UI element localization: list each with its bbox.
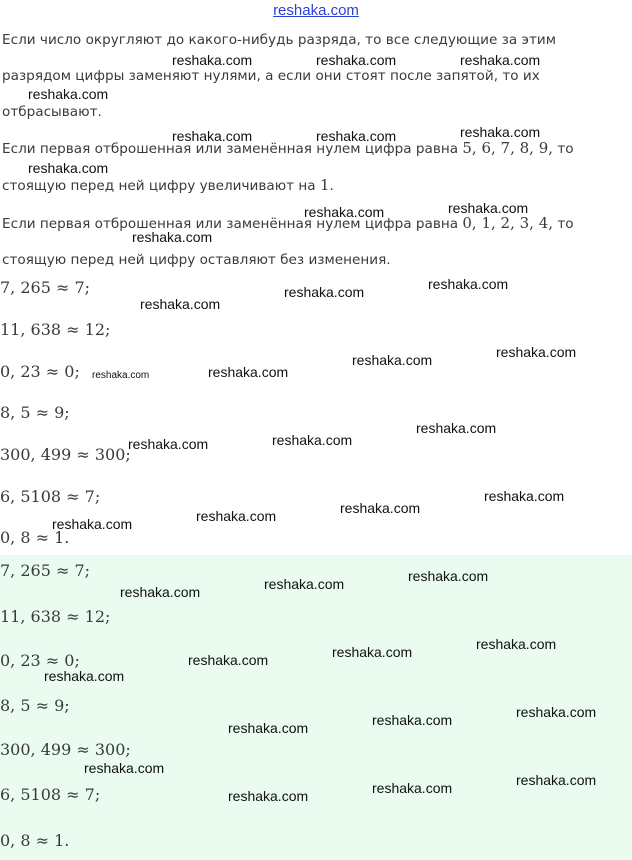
watermark: reshaka.com (228, 720, 309, 736)
watermark: reshaka.com (228, 788, 309, 804)
example-formula: 6, 5108 ≈ 7; (0, 487, 101, 506)
rule-paragraph-1: Если число округляют до какого-нибудь разряда, то все следующие за этим разрядом цифры заменяют нулями, а если они стоят после запятой, то их отбрасывают. (2, 32, 556, 120)
answer-formula: 0, 23 ≈ 0; (0, 651, 80, 670)
answer-formula: 8, 5 ≈ 9; (0, 696, 70, 715)
answer-formula: 0, 8 ≈ 1. (0, 831, 70, 850)
watermark: reshaka.com (132, 229, 213, 245)
watermark: reshaka.com (408, 568, 489, 584)
example-formula: 0, 23 ≈ 0; (0, 362, 80, 381)
watermark: reshaka.com (196, 508, 277, 524)
watermark: reshaka.com (128, 436, 209, 452)
watermark: reshaka.com (84, 760, 165, 776)
watermark: reshaka.com (140, 296, 221, 312)
watermark: reshaka.com (476, 636, 557, 652)
rule-2-text-before: Если первая отброшенная или заменённая нулем цифра равна (2, 141, 463, 157)
rule-2-digits: 5, 6, 7, 8, 9, (462, 139, 554, 157)
watermark: reshaka.com (304, 204, 385, 220)
example-formula: 300, 499 ≈ 300; (0, 445, 131, 464)
watermark: reshaka.com (352, 352, 433, 368)
watermark: reshaka.com (28, 160, 109, 176)
answer-formula: 6, 5108 ≈ 7; (0, 785, 101, 804)
site-title-link[interactable]: reshaka.com (273, 2, 359, 19)
watermark: reshaka.com (284, 284, 365, 300)
watermark: reshaka.com (316, 128, 397, 144)
watermark: reshaka.com (208, 364, 289, 380)
rule-3-text-after: то стоящую перед ней цифру оставляют без изменения. (2, 216, 574, 268)
watermark: reshaka.com (428, 276, 509, 292)
example-formula: 11, 638 ≈ 12; (0, 320, 111, 339)
answer-formula: 300, 499 ≈ 300; (0, 740, 131, 759)
answer-formula: 7, 265 ≈ 7; (0, 561, 91, 580)
watermark: reshaka.com (484, 488, 565, 504)
watermark: reshaka.com (516, 772, 597, 788)
example-formula: 0, 8 ≈ 1. (0, 528, 70, 547)
watermark: reshaka.com (28, 86, 109, 102)
watermark: reshaka.com (92, 370, 150, 381)
answer-formula: 11, 638 ≈ 12; (0, 607, 111, 626)
watermark: reshaka.com (120, 584, 201, 600)
rule-3-digits: 0, 1, 2, 3, 4, (462, 214, 554, 232)
example-formula: 7, 265 ≈ 7; (0, 278, 91, 297)
watermark: reshaka.com (516, 704, 597, 720)
watermark: reshaka.com (416, 420, 497, 436)
watermark: reshaka.com (460, 52, 541, 68)
rule-2-text-after: то стоящую перед ней цифру увеличивают на (2, 141, 574, 194)
rule-3-text-before: Если первая отброшенная или заменённая нулем цифра равна (2, 216, 463, 232)
rule-2-number: 1 (319, 176, 330, 194)
watermark: reshaka.com (172, 128, 253, 144)
watermark: reshaka.com (188, 652, 269, 668)
watermark: reshaka.com (372, 780, 453, 796)
watermark: reshaka.com (264, 576, 345, 592)
watermark: reshaka.com (496, 344, 577, 360)
watermark: reshaka.com (316, 52, 397, 68)
watermark: reshaka.com (448, 200, 529, 216)
rule-2-end: . (329, 178, 334, 194)
example-formula: 8, 5 ≈ 9; (0, 403, 70, 422)
watermark: reshaka.com (52, 516, 133, 532)
watermark: reshaka.com (44, 668, 125, 684)
watermark: reshaka.com (332, 644, 413, 660)
watermark: reshaka.com (272, 432, 353, 448)
watermark: reshaka.com (172, 52, 253, 68)
watermark: reshaka.com (460, 124, 541, 140)
watermark: reshaka.com (372, 712, 453, 728)
watermark: reshaka.com (340, 500, 421, 516)
